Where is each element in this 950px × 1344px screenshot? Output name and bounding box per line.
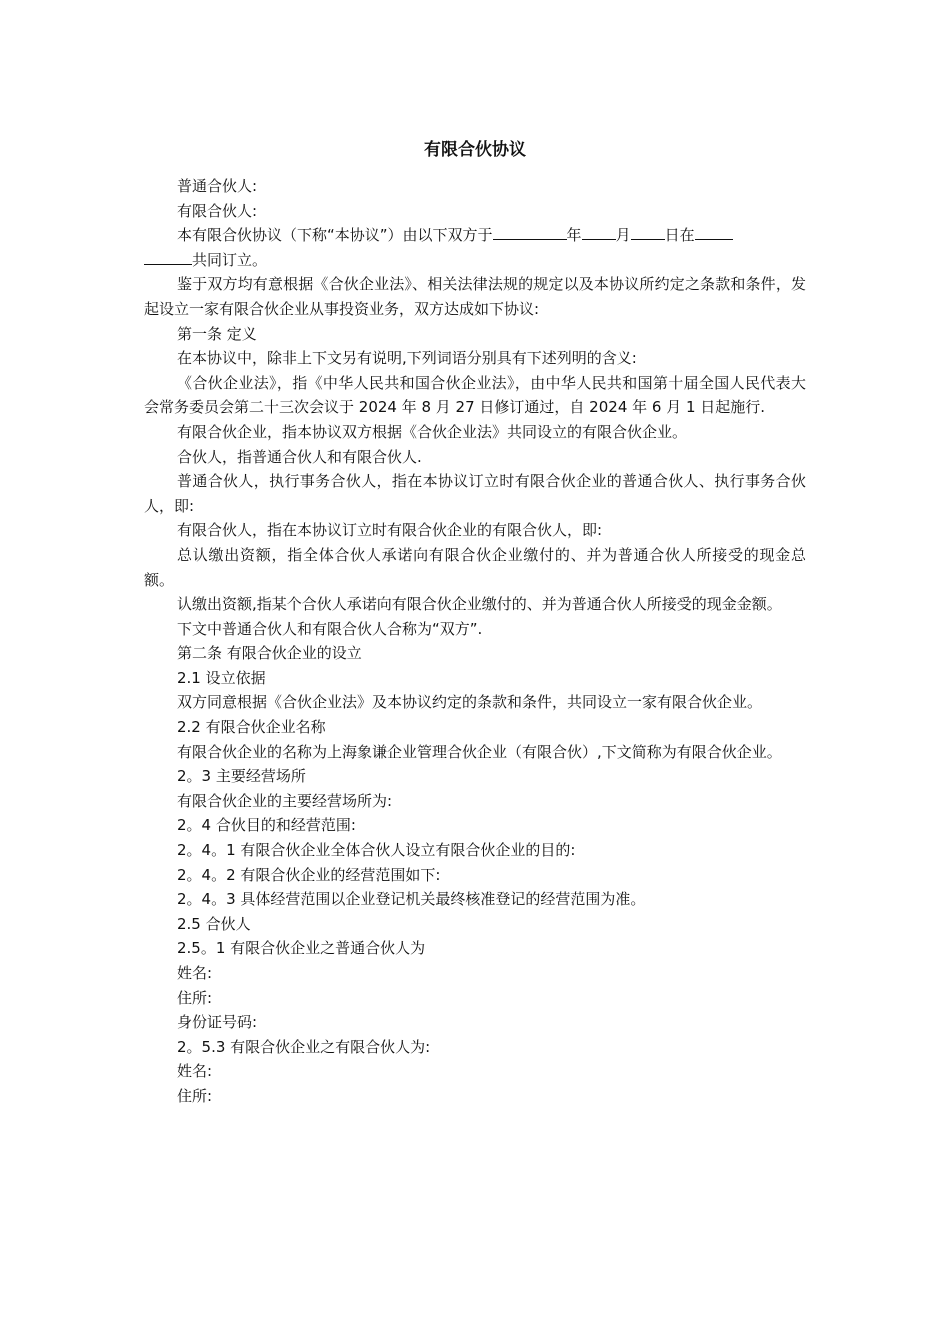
document-page	[144, 136, 806, 1109]
paragraph: 普通合伙人，执行事务合伙人，指在本协议订立时有限合伙企业的普通合伙人、执行事务合伙人，即:	[144, 472, 806, 515]
paragraph: 2。5.3 有限合伙企业之有限合伙人为:	[177, 1037, 431, 1056]
paragraph: 2。4。3 具体经营范围以企业登记机关最终核准登记的经营范围为准。	[177, 890, 646, 909]
fill-in-blank[interactable]	[144, 249, 192, 265]
paragraph: 住所:	[177, 988, 213, 1007]
paragraph: 普通合伙人:	[177, 177, 258, 195]
fill-in-blank[interactable]	[493, 224, 567, 240]
paragraph: 合伙人，指普通合伙人和有限合伙人.	[177, 447, 422, 466]
paragraph: 2.5 合伙人	[177, 914, 251, 933]
paragraph: 住所:	[177, 1086, 213, 1105]
paragraph: 鉴于双方均有意根据《合伙企业法》、相关法律法规的规定以及本协议所约定之条款和条件，发起设立一家有限合伙企业从事投资业务，双方达成如下协议:	[144, 275, 806, 318]
document-body	[144, 174, 806, 1109]
paragraph: 2。4 合伙目的和经营范围:	[177, 816, 356, 835]
fill-in-blank[interactable]	[582, 224, 616, 240]
fill-in-blank[interactable]	[631, 224, 665, 240]
paragraph: 双方同意根据《合伙企业法》及本协议约定的条款和条件，共同设立一家有限合伙企业。	[177, 693, 763, 712]
paragraph: 总认缴出资额，指全体合伙人承诺向有限合伙企业缴付的、并为普通合伙人所接受的现金总额。	[144, 545, 806, 589]
paragraph: 下文中普通合伙人和有限合伙人合称为“双方”.	[177, 619, 483, 638]
document-title: 有限合伙协议	[424, 140, 526, 160]
paragraph: 《合伙企业法》，指《中华人民共和国合伙企业法》，由中华人民共和国第十届全国人民代表大会常务委员会第二十三次会议于 2024 年 8 月 27 日修订通过，自 2024 年 6 月 1 日起施行.	[144, 373, 806, 417]
intro-text: 共同订立。	[192, 250, 268, 269]
intro-text: 年	[566, 226, 582, 245]
paragraph: 有限合伙企业的主要经营场所为:	[177, 791, 393, 810]
paragraph: 2。4。1 有限合伙企业全体合伙人设立有限合伙企业的目的:	[177, 841, 576, 860]
paragraph: 第二条 有限合伙企业的设立	[177, 644, 362, 663]
intro-text: 本有限合伙协议（下称“本协议”）由以下双方于	[177, 226, 493, 245]
paragraph: 2.1 设立依据	[177, 668, 266, 687]
paragraph: 2.2 有限合伙企业名称	[177, 718, 326, 737]
paragraph: 姓名:	[177, 964, 213, 982]
paragraph: 认缴出资额,指某个合伙人承诺向有限合伙企业缴付的、并为普通合伙人所接受的现金金额。	[177, 595, 782, 614]
intro-paragraph	[144, 223, 806, 272]
paragraph: 2。3 主要经营场所	[177, 767, 306, 786]
paragraph: 第一条 定义	[177, 324, 257, 343]
paragraph: 身份证号码:	[177, 1013, 258, 1032]
paragraph: 有限合伙企业的名称为上海象谦企业管理合伙企业（有限合伙）,下文简称为有限合伙企业。	[177, 742, 782, 761]
paragraph: 在本协议中，除非上下文另有说明,下列词语分别具有下述列明的含义:	[177, 349, 637, 368]
paragraph: 姓名:	[177, 1062, 213, 1081]
paragraph: 有限合伙人:	[177, 201, 258, 220]
intro-text: 日在	[664, 226, 695, 245]
paragraph: 2.5。1 有限合伙企业之普通合伙人为	[177, 939, 426, 958]
intro-text: 月	[615, 226, 631, 245]
paragraph: 有限合伙企业，指本协议双方根据《合伙企业法》共同设立的有限合伙企业。	[177, 422, 688, 441]
fill-in-blank[interactable]	[695, 224, 733, 240]
paragraph: 2。4。2 有限合伙企业的经营范围如下:	[177, 865, 441, 884]
paragraph: 有限合伙人，指在本协议订立时有限合伙企业的有限合伙人，即:	[177, 521, 603, 540]
